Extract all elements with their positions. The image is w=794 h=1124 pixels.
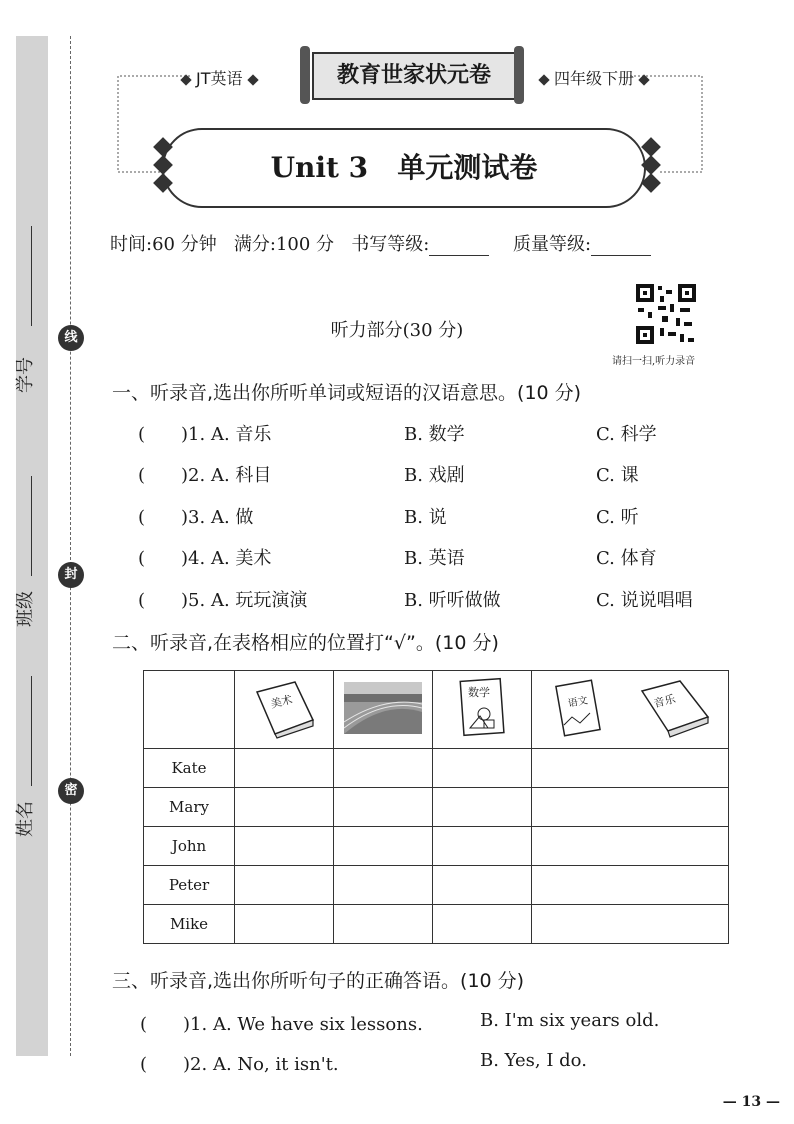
s3-q2-b: B. Yes, I do. [480,1050,587,1071]
writing-grade-label: 书写等级: [351,234,430,255]
s1-q1-c: C. 科学 [596,424,657,445]
xingming-line [31,676,32,786]
xuehao-line [31,226,32,326]
header-left-tag [176,66,263,89]
section3-title: 三、听录音,选出你所听句子的正确答语。(10 分) [112,970,525,992]
art-book-cell [235,671,334,749]
check-cell[interactable] [433,827,532,866]
cut-line [70,36,71,1056]
check-cell[interactable] [334,788,433,827]
diamond-icon [638,74,649,85]
table-corner [144,671,235,749]
binding-strip [16,36,48,1056]
check-cell[interactable] [235,866,334,905]
quality-grade-blank [591,234,651,256]
s1-q5-c: C. 说说唱唱 [596,590,693,611]
check-cell[interactable] [433,749,532,788]
diamond-icon [180,74,191,85]
section2-title: 二、听录音,在表格相应的位置打“√”。(10 分) [112,632,499,654]
s3-q1-a: ( )1. A. We have six lessons. [140,1014,423,1035]
check-cell[interactable] [433,905,532,944]
s1-q4-c: C. 体育 [596,548,657,569]
check-cell[interactable] [235,827,334,866]
header-right-tag [534,66,654,89]
playground-image [344,682,422,734]
writing-grade-blank [429,234,489,256]
chinese-book-label: 语文 [567,694,589,710]
art-book-icon [249,676,319,740]
banji-label: 班级 [15,591,36,627]
table-row [144,866,729,905]
left-tag-text: JT英语 [196,69,243,88]
unit-title [164,130,644,206]
s1-q5-b: B. 听听做做 [404,590,501,611]
name-cell: Mary [144,788,235,827]
table-row [144,788,729,827]
qr-caption: 请扫一扫,听力录音 [612,356,696,367]
check-cell[interactable] [334,827,433,866]
s1-q3-a: ( )3. A. 做 [138,507,254,528]
check-cell[interactable] [235,788,334,827]
score-info: 满分:100 分 [233,234,335,255]
check-cell[interactable] [532,866,729,905]
quality-grade-label: 质量等级: [513,234,592,255]
name-cell: John [144,827,235,866]
name-cell: Peter [144,866,235,905]
playground-cell [334,671,433,749]
check-cell[interactable] [532,905,729,944]
check-cell[interactable] [334,905,433,944]
exam-info [110,230,669,256]
table-row [144,749,729,788]
xian-mark: 线 [58,325,84,351]
check-cell[interactable] [334,866,433,905]
s1-q4-b: B. 英语 [404,548,465,569]
right-tag-text: 四年级下册 [554,69,635,88]
music-book-label: 音乐 [652,691,677,710]
check-cell[interactable] [433,866,532,905]
unit-subtitle: 单元测试卷 [397,151,538,184]
mi-mark: 密 [58,778,84,804]
s1-q2-c: C. 课 [596,465,639,486]
check-cell[interactable] [334,749,433,788]
chinese-music-cell [532,671,729,749]
check-cell[interactable] [532,827,729,866]
section1-title: 一、听录音,选出你所听单词或短语的汉语意思。(10 分) [112,382,582,404]
s3-q2-a: ( )2. A. No, it isn't. [140,1054,339,1075]
table-row [144,905,729,944]
xuehao-label: 学号 [15,357,36,393]
feng-mark: 封 [58,562,84,588]
table-row [144,827,729,866]
scroll-roll-left [300,46,310,104]
name-cell: Kate [144,749,235,788]
checkbox-table [143,670,729,944]
book-pair-image [532,673,728,743]
s1-q4-a: ( )4. A. 美术 [138,548,272,569]
listening-title: 听力部分(30 分) [330,320,464,341]
unit-number: Unit 3 [270,151,369,184]
scroll-roll-right [514,46,524,104]
unit-banner [162,128,646,208]
math-book-icon [454,676,510,740]
chinese-book-icon [556,680,600,735]
s1-q2-a: ( )2. A. 科目 [138,465,272,486]
math-book-label: 数学 [468,685,490,699]
s1-q5-a: ( )5. A. 玩玩演演 [138,590,308,611]
time-info: 时间:60 分钟 [110,234,217,255]
name-cell: Mike [144,905,235,944]
banji-line [31,476,32,576]
s1-q3-c: C. 听 [596,507,639,528]
check-cell[interactable] [433,788,532,827]
check-cell[interactable] [235,749,334,788]
scroll-banner [300,46,524,104]
s1-q1-b: B. 数学 [404,424,465,445]
diamond-icon [538,74,549,85]
s3-q1-b: B. I'm six years old. [480,1010,660,1031]
music-book-icon [642,681,708,737]
check-cell[interactable] [532,788,729,827]
s1-q1-a: ( )1. A. 音乐 [138,424,272,445]
diamond-icon [247,74,258,85]
check-cell[interactable] [532,749,729,788]
check-cell[interactable] [235,905,334,944]
page-number: — 13 — [722,1094,780,1110]
xingming-label: 姓名 [15,801,36,837]
scroll-title: 教育世家状元卷 [312,52,516,100]
art-book-label: 美术 [269,692,294,711]
s1-q3-b: B. 说 [404,507,447,528]
qr-code-icon[interactable] [634,282,698,346]
math-book-cell [433,671,532,749]
s1-q2-b: B. 戏剧 [404,465,465,486]
